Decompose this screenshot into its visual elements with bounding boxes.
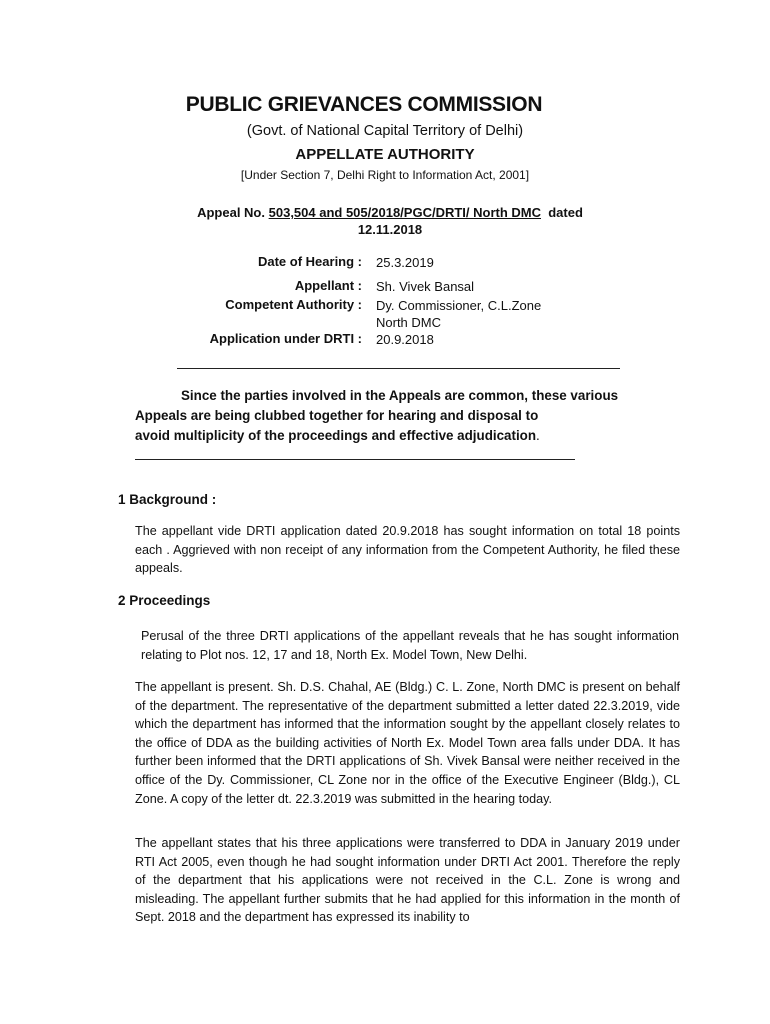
appeal-number: 503,504 and 505/2018/PGC/DRTI/ North DMC: [268, 205, 541, 220]
competent-authority-line-2: North DMC: [376, 315, 442, 330]
appellate-authority-heading: APPELLATE AUTHORITY: [295, 146, 475, 163]
hearing-date-value: 25.3.2019: [376, 255, 434, 270]
appeal-prefix: Appeal No.: [197, 205, 265, 220]
competent-authority-value: [376, 297, 541, 331]
proceedings-paragraph-2: The appellant is present. Sh. D.S. Chahal, AE (Bldg.) C. L. Zone, North DMC is present on behalf of the department. The representative of the department submitted a letter dated 22.3.2019, vide which the department has informed that the information sought by the appellant closely relates to the office of DDA as the building activities of North Ex. Model Town area falls under DDA. It has further been informed that the DRTI applications of Sh. Vivek Bansal were neither received in the office of the Dy. Commissioner, CL Zone nor in the office of the Executive Engineer (Bldg.), CL Zone. A copy of the letter dt. 22.3.2019 was submitted in the hearing today.: [135, 680, 680, 806]
government-subtitle: (Govt. of National Capital Territory of Delhi): [246, 123, 524, 139]
proceedings-paragraph-3: The appellant states that his three applications were transferred to DDA in January 2019 under RTI Act 2005, even though he had sought information under DRTI Act 2001. Therefore the reply of the department that his applications were not received in the C.L. Zone is wrong and misleading. The appellant further submits that he had applied for this information in the month of Sept. 2018 and the department has expressed its inability to: [135, 836, 680, 925]
application-label: Application under DRTI :: [209, 331, 362, 346]
appeal-reference: [0, 204, 770, 238]
appeal-date: 12.11.2018: [357, 222, 423, 237]
appellant-value: Sh. Vivek Bansal: [376, 279, 475, 294]
note-line-2: Appeals are being clubbed together for hearing and disposal to: [135, 408, 539, 423]
section-reference: [Under Section 7, Delhi Right to Information Act, 2001]: [240, 168, 530, 182]
note-line-1: Since the parties involved in the Appeals are common, these various: [181, 388, 619, 403]
background-paragraph: The appellant vide DRTI application dated 20.9.2018 has sought information on total 18 points each . Aggrieved with non receipt of any information from the Competent Authority, he filed these appeals.: [135, 524, 680, 576]
competent-authority-line-1: Dy. Commissioner, C.L.Zone: [376, 298, 542, 313]
divider-top: [177, 368, 620, 369]
note-line-3: avoid multiplicity of the proceedings and effective adjudication.: [135, 428, 540, 443]
appeal-dated-label: dated: [548, 205, 583, 220]
proceedings-heading: 2 Proceedings: [118, 593, 211, 608]
clubbing-note: [135, 386, 695, 446]
application-value: 20.9.2018: [376, 332, 434, 347]
background-heading: 1 Background :: [118, 492, 217, 507]
commission-title: PUBLIC GRIEVANCES COMMISSION: [185, 93, 543, 116]
appeal-line: [0, 204, 770, 221]
hearing-date-label: Date of Hearing :: [257, 254, 362, 269]
divider-bottom: [135, 459, 575, 460]
appellant-label: Appellant :: [294, 278, 362, 293]
proceedings-paragraph-1: Perusal of the three DRTI applications of the appellant reveals that he has sought information relating to Plot nos. 12, 17 and 18, North Ex. Model Town, New Delhi.: [141, 629, 679, 662]
competent-authority-label: Competent Authority :: [225, 297, 362, 312]
